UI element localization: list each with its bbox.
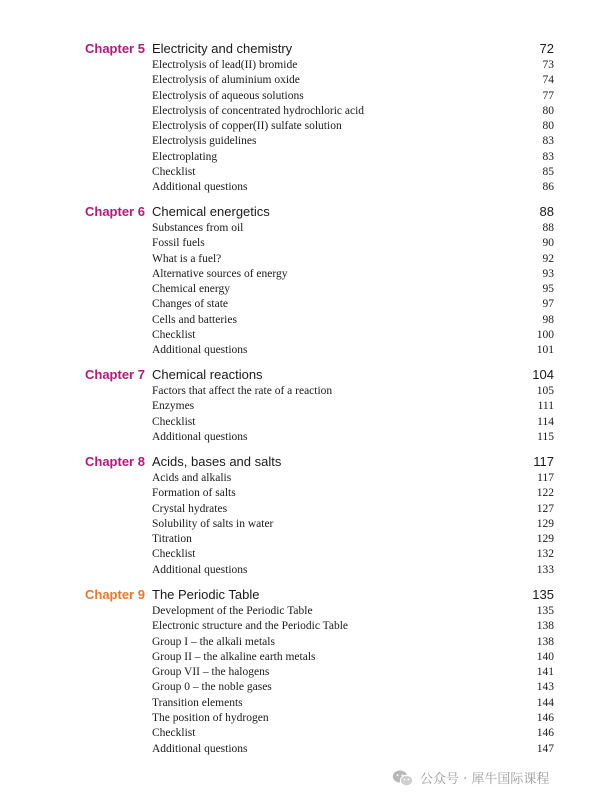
- entry-page-number: 73: [542, 59, 554, 71]
- entry-title: Formation of salts: [152, 487, 236, 500]
- toc-entry[interactable]: [0, 399, 616, 414]
- entry-title: Cells and batteries: [152, 313, 237, 326]
- toc-entry[interactable]: [0, 726, 616, 741]
- toc-entry[interactable]: [0, 104, 616, 119]
- toc-entry[interactable]: [0, 635, 616, 650]
- entry-title: Titration: [152, 533, 192, 546]
- entry-title: Chemical energy: [152, 283, 231, 296]
- entry-page-number: 83: [542, 135, 554, 148]
- entry-page-number: 77: [542, 89, 554, 102]
- entry-page-number: 98: [542, 313, 554, 326]
- toc-entry[interactable]: [0, 711, 616, 726]
- entry-page-number: 80: [542, 120, 554, 133]
- entry-page-number: 85: [542, 166, 554, 179]
- toc-entry[interactable]: [0, 134, 616, 149]
- toc-entry[interactable]: [0, 502, 616, 517]
- entry-title: Electroplating: [152, 150, 218, 163]
- entry-title: Group II – the alkaline earth metals: [152, 650, 316, 663]
- entry-title: Group 0 – the noble gases: [152, 681, 272, 694]
- entry-page-number: 147: [536, 742, 554, 755]
- entry-page-number: 133: [536, 563, 554, 576]
- toc-entry[interactable]: [0, 486, 616, 501]
- entry-title: Electrolysis guidelines: [152, 135, 257, 148]
- entry-title: Electrolysis of concentrated hydrochloric acid: [152, 104, 365, 117]
- entry-title: Group I – the alkali metals: [152, 635, 275, 648]
- entry-page-number: 132: [536, 548, 554, 561]
- toc-entry[interactable]: [0, 604, 616, 619]
- entry-page-number: 101: [536, 344, 554, 357]
- chapter-page-number: 135: [532, 587, 554, 602]
- chapter-title: The Periodic Table: [152, 587, 260, 602]
- entry-page-number: 146: [536, 712, 554, 725]
- chapter-number: Chapter 6: [85, 204, 145, 219]
- entry-page-number: 92: [542, 252, 554, 265]
- toc-entry[interactable]: [0, 221, 616, 236]
- toc-entry[interactable]: [0, 665, 616, 680]
- entry-page-number: 95: [542, 283, 554, 296]
- entry-page-number: 127: [536, 502, 554, 515]
- chapter-title: Electricity and chemistry: [152, 41, 293, 56]
- entry-page-number: 141: [536, 666, 554, 679]
- entry-page-number: 135: [536, 605, 554, 617]
- toc-entry[interactable]: [0, 119, 616, 134]
- entry-title: What is a fuel?: [152, 252, 222, 265]
- entry-title: Alternative sources of energy: [152, 267, 288, 280]
- toc-entry[interactable]: [0, 563, 616, 578]
- toc-entry[interactable]: [0, 547, 616, 562]
- chapter-7: [0, 366, 616, 445]
- chapter-page-number: 117: [533, 454, 554, 469]
- entry-title: Group VII – the halogens: [152, 666, 270, 679]
- entry-title: Checklist: [152, 329, 196, 342]
- toc-entry[interactable]: [0, 150, 616, 165]
- entry-title: Additional questions: [152, 344, 248, 357]
- entry-title: Additional questions: [152, 430, 248, 443]
- toc-entry[interactable]: [0, 252, 616, 267]
- entry-page-number: 97: [542, 298, 554, 311]
- toc-entry[interactable]: [0, 650, 616, 665]
- entry-page-number: 86: [542, 181, 554, 194]
- chapter-number: Chapter 8: [85, 454, 145, 469]
- toc-entry[interactable]: [0, 89, 616, 104]
- toc-entry[interactable]: [0, 430, 616, 445]
- toc-entry[interactable]: [0, 313, 616, 328]
- toc-entry[interactable]: [0, 619, 616, 634]
- chapter-number: Chapter 9: [85, 587, 145, 602]
- chapter-title: Chemical energetics: [152, 204, 270, 219]
- toc-entry[interactable]: [0, 532, 616, 547]
- entry-page-number: 83: [542, 150, 554, 163]
- chapter-number: Chapter 5: [85, 41, 145, 56]
- entry-page-number: 105: [536, 385, 554, 397]
- entry-title: Additional questions: [152, 563, 248, 576]
- toc-entry[interactable]: [0, 680, 616, 695]
- toc-entry[interactable]: [0, 236, 616, 251]
- entry-page-number: 74: [542, 74, 554, 87]
- entry-page-number: 111: [537, 400, 554, 413]
- entry-title: Development of the Periodic Table: [152, 605, 313, 617]
- entry-page-number: 122: [536, 487, 554, 500]
- chapter-number: Chapter 7: [85, 367, 145, 382]
- entry-page-number: 129: [536, 517, 554, 530]
- toc-entry[interactable]: [0, 282, 616, 297]
- entry-title: Solubility of salts in water: [152, 517, 274, 530]
- entry-title: Factors that affect the rate of a reaction: [152, 385, 333, 397]
- chapter-6: [0, 203, 616, 359]
- entry-title: Enzymes: [152, 400, 195, 413]
- chapter-8: [0, 453, 616, 578]
- toc-entry[interactable]: [0, 415, 616, 430]
- entry-title: Checklist: [152, 415, 196, 428]
- entry-page-number: 138: [536, 635, 554, 648]
- chapter-heading[interactable]: [0, 453, 616, 471]
- entry-title: Substances from oil: [152, 222, 244, 234]
- toc-entry[interactable]: [0, 742, 616, 757]
- entry-page-number: 100: [536, 329, 554, 342]
- entry-title: Crystal hydrates: [152, 502, 228, 515]
- entry-title: Changes of state: [152, 298, 229, 311]
- entry-page-number: 140: [536, 650, 554, 663]
- chapter-page-number: 88: [539, 204, 554, 219]
- entry-page-number: 138: [536, 620, 554, 633]
- chapter-heading[interactable]: [0, 586, 616, 604]
- toc-entry[interactable]: [0, 73, 616, 88]
- chapter-heading[interactable]: [0, 203, 616, 221]
- entry-title: Checklist: [152, 548, 196, 561]
- entry-page-number: 117: [537, 472, 554, 484]
- chapter-page-number: 72: [539, 41, 554, 56]
- entry-title: Additional questions: [152, 742, 248, 755]
- watermark: [392, 768, 549, 787]
- entry-title: Checklist: [152, 166, 196, 179]
- entry-page-number: 115: [537, 430, 554, 443]
- entry-title: Checklist: [152, 727, 196, 740]
- chapter-5: [0, 40, 616, 196]
- entry-page-number: 80: [542, 104, 554, 117]
- wechat-icon: [392, 769, 414, 787]
- entry-page-number: 144: [536, 696, 554, 709]
- entry-title: Electrolysis of aqueous solutions: [152, 89, 304, 102]
- toc-entry[interactable]: [0, 267, 616, 282]
- entry-title: Electrolysis of copper(II) sulfate solution: [152, 120, 342, 133]
- entry-page-number: 143: [536, 681, 554, 694]
- entry-title: Additional questions: [152, 181, 248, 194]
- entry-title: Electrolysis of aluminium oxide: [152, 74, 300, 87]
- chapter-heading[interactable]: [0, 366, 616, 384]
- entry-title: Electronic structure and the Periodic Table: [152, 620, 349, 633]
- chapter-title: Chemical reactions: [152, 367, 263, 382]
- entry-title: Electrolysis of lead(II) bromide: [152, 59, 298, 71]
- entry-page-number: 114: [537, 415, 554, 428]
- toc-entry[interactable]: [0, 384, 616, 399]
- toc-entry[interactable]: [0, 180, 616, 195]
- entry-page-number: 90: [542, 237, 554, 250]
- toc-entry[interactable]: [0, 517, 616, 532]
- toc-entry[interactable]: [0, 696, 616, 711]
- toc-entry[interactable]: [0, 58, 616, 73]
- chapter-heading[interactable]: [0, 40, 616, 58]
- toc-entry[interactable]: [0, 328, 616, 343]
- toc-entry[interactable]: [0, 165, 616, 180]
- watermark-text: 公众号 · 犀牛国际课程: [420, 772, 550, 787]
- chapter-title: Acids, bases and salts: [152, 454, 282, 469]
- entry-page-number: 129: [536, 533, 554, 546]
- entry-title: Transition elements: [152, 696, 243, 709]
- entry-page-number: 146: [536, 727, 554, 740]
- toc-entry[interactable]: [0, 297, 616, 312]
- chapter-9: [0, 586, 616, 757]
- entry-page-number: 93: [542, 267, 554, 280]
- entry-title: The position of hydrogen: [152, 712, 269, 725]
- toc-entry[interactable]: [0, 471, 616, 486]
- toc-entry[interactable]: [0, 343, 616, 358]
- entry-title: Fossil fuels: [152, 237, 205, 250]
- chapter-page-number: 104: [532, 367, 554, 382]
- entry-title: Acids and alkalis: [152, 472, 232, 484]
- entry-page-number: 88: [542, 222, 554, 234]
